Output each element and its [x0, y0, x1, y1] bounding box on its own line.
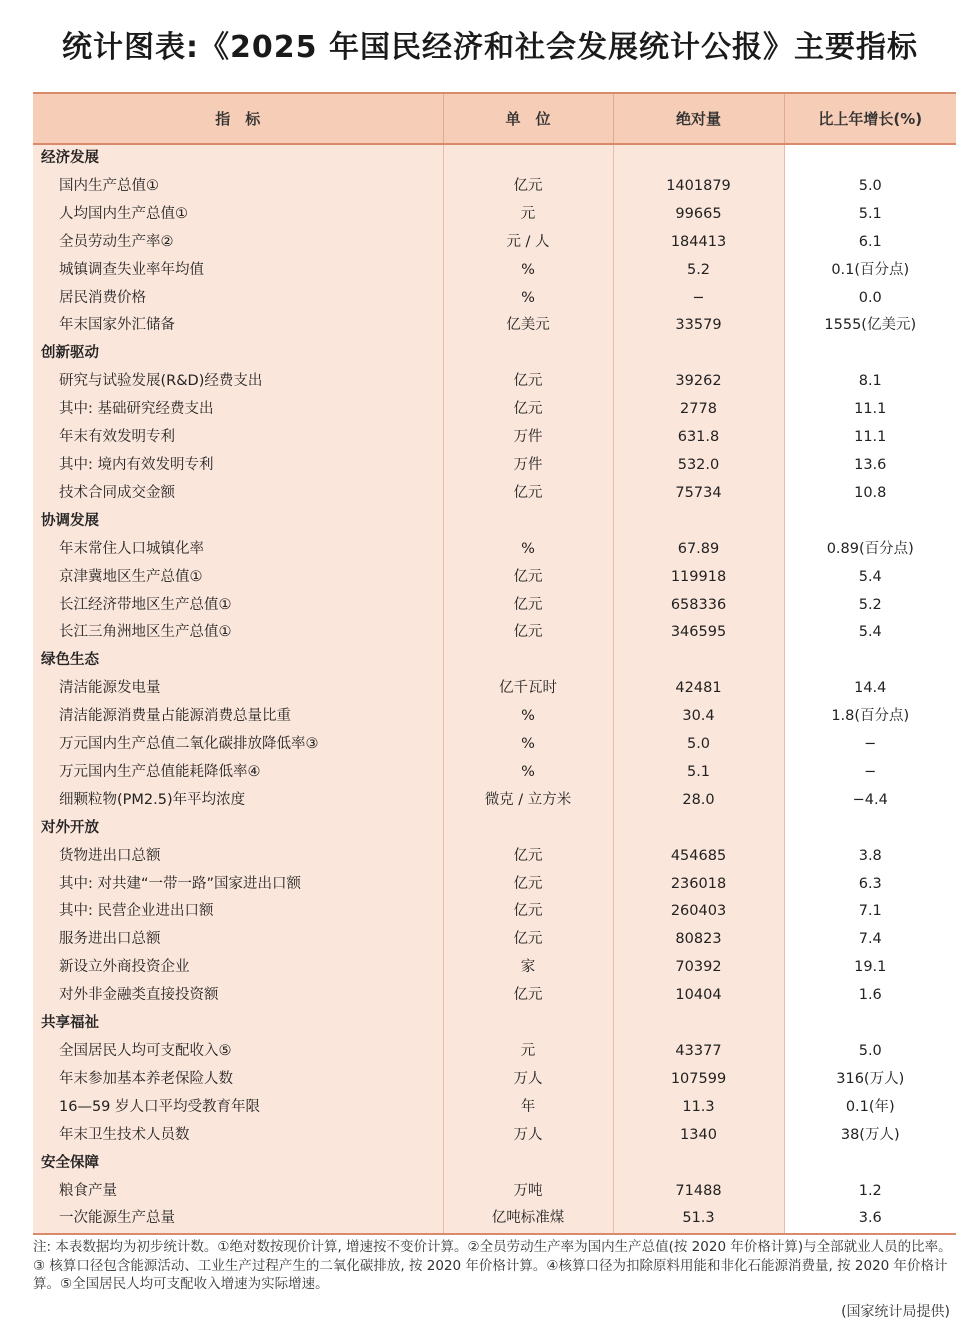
- table-row: [33, 926, 956, 954]
- section-row: [33, 1010, 956, 1038]
- table-row: [33, 1094, 956, 1122]
- table-row: [33, 982, 956, 1010]
- table-row: [33, 675, 956, 703]
- indicator-cell: 年末国家外汇储备: [33, 312, 443, 340]
- absolute-cell: 346595: [613, 619, 784, 647]
- growth-cell: 1.8(百分点): [831, 708, 910, 725]
- unit-cell: 万人: [443, 1122, 613, 1150]
- indicator-cell: 全员劳动生产率②: [33, 229, 443, 257]
- absolute-cell: 28.0: [613, 787, 784, 815]
- table-row: [33, 201, 956, 229]
- indicator-cell: 货物进出口总额: [33, 843, 443, 871]
- page-title: 统计图表:《2025 年国民经济和社会发展统计公报》主要指标: [62, 30, 918, 65]
- growth-cell: 0.89(百分点): [826, 540, 914, 557]
- indicator-cell: 年末常住人口城镇化率: [33, 536, 443, 564]
- unit-cell: 万吨: [443, 1178, 613, 1206]
- section-empty-cell: [443, 508, 613, 536]
- growth-cell: 14.4: [854, 680, 887, 697]
- section-title: 经济发展: [33, 144, 443, 173]
- table-row: [33, 871, 956, 899]
- table-row: [33, 592, 956, 620]
- growth-cell: −4.4: [852, 791, 888, 808]
- unit-cell: 万人: [443, 1066, 613, 1094]
- unit-cell: %: [443, 731, 613, 759]
- growth-cell: 5.0: [858, 1043, 882, 1059]
- section-title: 安全保障: [33, 1150, 443, 1178]
- indicator-cell: 京津冀地区生产总值①: [33, 564, 443, 592]
- unit-cell: 元: [443, 1038, 613, 1066]
- growth-cell: −: [864, 763, 877, 780]
- absolute-cell: 1401879: [613, 173, 784, 201]
- growth-cell: 3.6: [784, 1205, 956, 1234]
- indicator-cell: 技术合同成交金额: [33, 480, 443, 508]
- growth-cell: 3.8: [858, 847, 882, 864]
- section-row: [33, 815, 956, 843]
- unit-cell: 亿元: [443, 898, 613, 926]
- unit-cell: 亿美元: [443, 312, 613, 340]
- absolute-cell: 33579: [613, 312, 784, 340]
- section-empty-cell: [784, 815, 956, 843]
- unit-cell: 亿元: [443, 173, 613, 201]
- growth-cell: 11.1: [854, 401, 887, 418]
- absolute-cell: 658336: [613, 592, 784, 620]
- indicator-cell: 城镇调查失业率年均值: [33, 257, 443, 285]
- indicator-cell: 对外非金融类直接投资额: [33, 982, 443, 1010]
- absolute-cell: 75734: [613, 480, 784, 508]
- section-empty-cell: [784, 144, 956, 173]
- indicator-cell: 16—59 岁人口平均受教育年限: [33, 1094, 443, 1122]
- absolute-cell: 67.89: [613, 536, 784, 564]
- absolute-cell: 236018: [613, 871, 784, 899]
- growth-cell: 11.1: [854, 429, 887, 446]
- table-row: [33, 173, 956, 201]
- unit-cell: 微克 / 立方米: [443, 787, 613, 815]
- table-row: [33, 1122, 956, 1150]
- indicator-cell: 年末卫生技术人员数: [33, 1122, 443, 1150]
- indicator-cell: 人均国内生产总值①: [33, 201, 443, 229]
- absolute-cell: 119918: [613, 564, 784, 592]
- section-title: 对外开放: [33, 815, 443, 843]
- absolute-cell: 70392: [613, 954, 784, 982]
- table-row: [33, 619, 956, 647]
- table-row: [33, 954, 956, 982]
- section-title: 绿色生态: [33, 647, 443, 675]
- growth-cell: 6.3: [858, 875, 882, 892]
- section-empty-cell: [784, 508, 956, 536]
- indicator-cell: 全国居民人均可支配收入⑤: [33, 1038, 443, 1066]
- section-title: 创新驱动: [33, 340, 443, 368]
- unit-cell: 元 / 人: [443, 229, 613, 257]
- table-body: [33, 144, 956, 1234]
- section-row: [33, 1150, 956, 1178]
- table-row: [33, 480, 956, 508]
- absolute-cell: 5.2: [613, 257, 784, 285]
- section-empty-cell: [613, 1010, 784, 1038]
- footnotes: 注: 本表数据均为初步统计数。①绝对数按现价计算, 增速按不变价计算。②全员劳动生产率为国内生产总值(按 2020 年价格计算)与全部就业人员的比率。③ 核算口径包含能源活动、工业生产过程产生的二氧化碳排放, 按 2020 年价格计算。④核算口径为扣除原料用能和非化石能源消费量, 按 2020 年价格计算。⑤全国居民人均可支配收入增速为实际增速。: [33, 1239, 952, 1292]
- unit-cell: 亿元: [443, 368, 613, 396]
- absolute-cell: 80823: [613, 926, 784, 954]
- source-credit: (国家统计局提供): [841, 1304, 950, 1320]
- indicator-cell: 万元国内生产总值二氧化碳排放降低率③: [33, 731, 443, 759]
- growth-cell: 5.1: [858, 205, 882, 222]
- section-empty-cell: [613, 508, 784, 536]
- section-row: [33, 647, 956, 675]
- absolute-cell: 631.8: [613, 424, 784, 452]
- indicator-cell: 其中: 民营企业进出口额: [33, 898, 443, 926]
- table-row: [33, 285, 956, 313]
- unit-cell: 亿元: [443, 843, 613, 871]
- unit-cell: 万件: [443, 452, 613, 480]
- indicator-cell: 新设立外商投资企业: [33, 954, 443, 982]
- section-row: [33, 508, 956, 536]
- header-indicator: 指 标: [33, 93, 443, 144]
- section-empty-cell: [443, 647, 613, 675]
- section-row: [33, 340, 956, 368]
- growth-cell: 1.2: [858, 1182, 882, 1199]
- table-row: [33, 312, 956, 340]
- section-empty-cell: [784, 1150, 956, 1178]
- section-empty-cell: [784, 647, 956, 675]
- absolute-cell: 260403: [613, 898, 784, 926]
- growth-cell: 5.4: [858, 624, 882, 641]
- section-empty-cell: [443, 815, 613, 843]
- section-title: 共享福祉: [33, 1010, 443, 1038]
- growth-cell: 7.4: [858, 931, 882, 948]
- table-header-row: [33, 93, 956, 144]
- unit-cell: 年: [443, 1094, 613, 1122]
- absolute-cell: 2778: [613, 396, 784, 424]
- table-row: [33, 731, 956, 759]
- section-empty-cell: [784, 1010, 956, 1038]
- absolute-cell: 454685: [613, 843, 784, 871]
- table-row: [33, 1066, 956, 1094]
- unit-cell: 万件: [443, 424, 613, 452]
- growth-cell: 10.8: [854, 484, 887, 501]
- unit-cell: 元: [443, 201, 613, 229]
- table-row: [33, 787, 956, 815]
- growth-cell: 316(万人): [836, 1070, 905, 1087]
- table-row: [33, 229, 956, 257]
- table-row: [33, 424, 956, 452]
- absolute-cell: 30.4: [613, 703, 784, 731]
- table-row: [33, 759, 956, 787]
- growth-cell: 1.6: [858, 987, 882, 1004]
- unit-cell: 亿元: [443, 396, 613, 424]
- table-row: [33, 564, 956, 592]
- table-row: [33, 396, 956, 424]
- growth-cell: 5.4: [858, 568, 882, 585]
- indicator-cell: 粮食产量: [33, 1178, 443, 1206]
- table-row: [33, 843, 956, 871]
- table-row: [33, 1038, 956, 1066]
- indicator-cell: 年末参加基本养老保险人数: [33, 1066, 443, 1094]
- unit-cell: 家: [443, 954, 613, 982]
- absolute-cell: 42481: [613, 675, 784, 703]
- indicator-table-wrapper: [33, 92, 956, 1235]
- unit-cell: 亿元: [443, 982, 613, 1010]
- growth-cell: 0.0: [858, 289, 882, 306]
- table-row: [33, 368, 956, 396]
- indicator-cell: 居民消费价格: [33, 285, 443, 313]
- absolute-cell: 43377: [613, 1038, 784, 1066]
- section-title: 协调发展: [33, 508, 443, 536]
- indicator-cell: 一次能源生产总量: [33, 1205, 443, 1234]
- indicator-cell: 研究与试验发展(R&D)经费支出: [33, 368, 443, 396]
- growth-cell: 0.1(年): [845, 1098, 895, 1115]
- absolute-cell: 10404: [613, 982, 784, 1010]
- unit-cell: 亿元: [443, 592, 613, 620]
- section-empty-cell: [613, 1150, 784, 1178]
- indicator-cell: 其中: 基础研究经费支出: [33, 396, 443, 424]
- table-row: [33, 703, 956, 731]
- indicator-cell: 国内生产总值①: [33, 173, 443, 201]
- indicator-cell: 清洁能源消费量占能源消费总量比重: [33, 703, 443, 731]
- absolute-cell: −: [613, 285, 784, 313]
- growth-cell: 7.1: [858, 903, 882, 920]
- growth-cell: −: [864, 736, 877, 753]
- unit-cell: %: [443, 257, 613, 285]
- growth-cell: 8.1: [858, 373, 882, 390]
- growth-cell: 5.2: [858, 596, 882, 613]
- absolute-cell: 51.3: [613, 1205, 784, 1234]
- absolute-cell: 5.0: [613, 731, 784, 759]
- section-empty-cell: [443, 1010, 613, 1038]
- section-empty-cell: [443, 1150, 613, 1178]
- absolute-cell: 532.0: [613, 452, 784, 480]
- absolute-cell: 71488: [613, 1178, 784, 1206]
- unit-cell: 亿元: [443, 619, 613, 647]
- section-empty-cell: [784, 340, 956, 368]
- indicator-cell: 长江三角洲地区生产总值①: [33, 619, 443, 647]
- indicator-cell: 细颗粒物(PM2.5)年平均浓度: [33, 787, 443, 815]
- unit-cell: 亿元: [443, 564, 613, 592]
- growth-cell: 1555(亿美元): [824, 317, 917, 334]
- indicator-cell: 万元国内生产总值能耗降低率④: [33, 759, 443, 787]
- section-empty-cell: [613, 144, 784, 173]
- indicator-cell: 清洁能源发电量: [33, 675, 443, 703]
- unit-cell: %: [443, 285, 613, 313]
- unit-cell: 亿元: [443, 926, 613, 954]
- table-row: [33, 536, 956, 564]
- table-row: [33, 1205, 956, 1234]
- indicator-cell: 其中: 境内有效发明专利: [33, 452, 443, 480]
- absolute-cell: 99665: [613, 201, 784, 229]
- unit-cell: %: [443, 759, 613, 787]
- section-empty-cell: [443, 144, 613, 173]
- table-row: [33, 257, 956, 285]
- growth-cell: 38(万人): [840, 1126, 900, 1143]
- table-row: [33, 1178, 956, 1206]
- absolute-cell: 5.1: [613, 759, 784, 787]
- absolute-cell: 107599: [613, 1066, 784, 1094]
- unit-cell: 亿吨标准煤: [443, 1205, 613, 1234]
- indicator-cell: 其中: 对共建“一带一路”国家进出口额: [33, 871, 443, 899]
- indicator-cell: 年末有效发明专利: [33, 424, 443, 452]
- section-empty-cell: [613, 647, 784, 675]
- table-row: [33, 452, 956, 480]
- unit-cell: %: [443, 703, 613, 731]
- absolute-cell: 184413: [613, 229, 784, 257]
- section-empty-cell: [443, 340, 613, 368]
- growth-cell: 0.1(百分点): [831, 261, 910, 278]
- growth-cell: 5.0: [858, 177, 882, 194]
- header-growth: 比上年增长(%): [784, 93, 956, 144]
- indicator-cell: 服务进出口总额: [33, 926, 443, 954]
- unit-cell: 亿元: [443, 871, 613, 899]
- growth-cell: 6.1: [858, 233, 882, 250]
- header-absolute: 绝对量: [613, 93, 784, 144]
- unit-cell: 亿千瓦时: [443, 675, 613, 703]
- growth-cell: 13.6: [854, 456, 887, 473]
- indicator-table: [33, 92, 956, 1235]
- unit-cell: %: [443, 536, 613, 564]
- header-unit: 单 位: [443, 93, 613, 144]
- absolute-cell: 39262: [613, 368, 784, 396]
- section-empty-cell: [613, 815, 784, 843]
- table-row: [33, 898, 956, 926]
- indicator-cell: 长江经济带地区生产总值①: [33, 592, 443, 620]
- growth-cell: 19.1: [854, 959, 887, 976]
- absolute-cell: 11.3: [613, 1094, 784, 1122]
- absolute-cell: 1340: [613, 1122, 784, 1150]
- section-row: [33, 144, 956, 173]
- unit-cell: 亿元: [443, 480, 613, 508]
- section-empty-cell: [613, 340, 784, 368]
